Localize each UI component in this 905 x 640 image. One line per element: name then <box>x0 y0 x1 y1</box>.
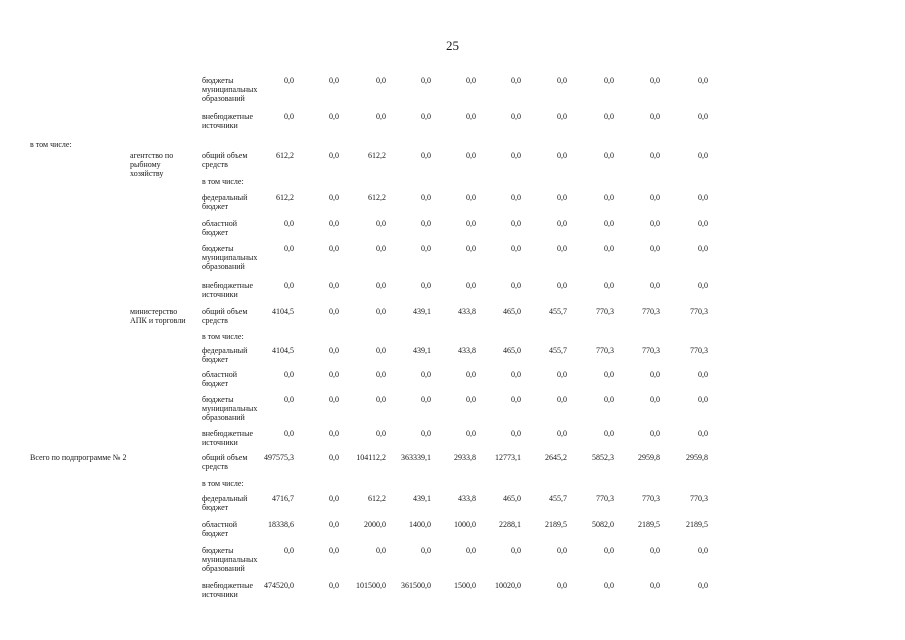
amount-cell: 5082,0 <box>592 520 614 529</box>
amount-cell: 0,0 <box>466 546 476 555</box>
table-row <box>0 332 905 341</box>
source-label: федеральный бюджет <box>202 193 248 211</box>
table-row <box>0 244 905 271</box>
executor-label: министерство АПК и торговли <box>130 307 186 325</box>
amount-cell: 0,0 <box>421 395 431 404</box>
amount-cell: 0,0 <box>466 281 476 290</box>
amount-cell: 0,0 <box>650 546 660 555</box>
amount-cell: 0,0 <box>421 370 431 379</box>
amount-cell: 0,0 <box>557 281 567 290</box>
amount-cell: 0,0 <box>698 546 708 555</box>
amount-cell: 0,0 <box>329 581 339 590</box>
page-number: 25 <box>446 38 459 53</box>
amount-cell: 439,1 <box>413 494 431 503</box>
amount-cell: 0,0 <box>421 244 431 253</box>
source-label: общий объем средств <box>202 151 248 169</box>
amount-cell: 0,0 <box>466 112 476 121</box>
source-label: федеральный бюджет <box>202 494 248 512</box>
table-row <box>0 112 905 130</box>
table-row <box>0 151 905 178</box>
amount-cell: 439,1 <box>413 346 431 355</box>
amount-cell: 0,0 <box>650 395 660 404</box>
program-label: в том числе: <box>30 140 72 149</box>
amount-cell: 0,0 <box>376 112 386 121</box>
amount-cell: 2959,8 <box>638 453 660 462</box>
amount-cell: 0,0 <box>329 520 339 529</box>
amount-cell: 0,0 <box>329 244 339 253</box>
amount-cell: 0,0 <box>511 112 521 121</box>
amount-cell: 0,0 <box>650 429 660 438</box>
amount-cell: 0,0 <box>284 219 294 228</box>
amount-cell: 0,0 <box>421 112 431 121</box>
amount-cell: 770,3 <box>596 307 614 316</box>
amount-cell: 0,0 <box>466 429 476 438</box>
amount-cell: 0,0 <box>698 395 708 404</box>
source-label: областной бюджет <box>202 520 238 538</box>
amount-cell: 0,0 <box>466 219 476 228</box>
table-row <box>0 219 905 237</box>
amount-cell: 0,0 <box>557 370 567 379</box>
amount-cell: 0,0 <box>511 370 521 379</box>
source-label: бюджеты муниципальных образований <box>202 395 258 422</box>
amount-cell: 770,3 <box>642 346 660 355</box>
amount-cell: 0,0 <box>650 112 660 121</box>
amount-cell: 465,0 <box>503 494 521 503</box>
amount-cell: 4104,5 <box>272 346 294 355</box>
amount-cell: 0,0 <box>650 281 660 290</box>
amount-cell: 439,1 <box>413 307 431 316</box>
amount-cell: 0,0 <box>329 281 339 290</box>
amount-cell: 0,0 <box>284 395 294 404</box>
amount-cell: 0,0 <box>650 76 660 85</box>
amount-cell: 0,0 <box>466 193 476 202</box>
amount-cell: 770,3 <box>690 494 708 503</box>
amount-cell: 0,0 <box>604 546 614 555</box>
amount-cell: 2288,1 <box>499 520 521 529</box>
amount-cell: 0,0 <box>650 193 660 202</box>
amount-cell: 0,0 <box>421 193 431 202</box>
amount-cell: 0,0 <box>557 151 567 160</box>
source-label: в том числе: <box>202 332 244 341</box>
amount-cell: 0,0 <box>511 244 521 253</box>
table-row <box>0 76 905 103</box>
amount-cell: 0,0 <box>466 244 476 253</box>
amount-cell: 0,0 <box>421 151 431 160</box>
table-row <box>0 494 905 512</box>
amount-cell: 770,3 <box>642 494 660 503</box>
amount-cell: 0,0 <box>511 151 521 160</box>
amount-cell: 612,2 <box>368 193 386 202</box>
amount-cell: 0,0 <box>329 219 339 228</box>
amount-cell: 0,0 <box>511 281 521 290</box>
amount-cell: 0,0 <box>604 244 614 253</box>
amount-cell: 0,0 <box>604 112 614 121</box>
amount-cell: 361500,0 <box>401 581 431 590</box>
amount-cell: 1400,0 <box>409 520 431 529</box>
amount-cell: 0,0 <box>557 244 567 253</box>
source-label: внебюджетные источники <box>202 112 253 130</box>
amount-cell: 0,0 <box>376 244 386 253</box>
amount-cell: 0,0 <box>557 76 567 85</box>
source-label: бюджеты муниципальных образований <box>202 76 258 103</box>
amount-cell: 0,0 <box>376 219 386 228</box>
table-row <box>0 395 905 422</box>
amount-cell: 0,0 <box>284 546 294 555</box>
amount-cell: 0,0 <box>329 151 339 160</box>
amount-cell: 0,0 <box>698 193 708 202</box>
amount-cell: 0,0 <box>604 429 614 438</box>
amount-cell: 433,8 <box>458 346 476 355</box>
amount-cell: 0,0 <box>329 193 339 202</box>
amount-cell: 0,0 <box>557 219 567 228</box>
amount-cell: 0,0 <box>604 395 614 404</box>
table-row <box>0 281 905 299</box>
amount-cell: 0,0 <box>376 346 386 355</box>
amount-cell: 433,8 <box>458 307 476 316</box>
amount-cell: 465,0 <box>503 307 521 316</box>
amount-cell: 0,0 <box>376 307 386 316</box>
source-label: общий объем средств <box>202 453 248 471</box>
amount-cell: 612,2 <box>368 151 386 160</box>
table-row <box>0 453 905 471</box>
amount-cell: 0,0 <box>284 244 294 253</box>
table-row <box>0 140 905 149</box>
amount-cell: 0,0 <box>329 76 339 85</box>
amount-cell: 5852,3 <box>592 453 614 462</box>
table-row <box>0 429 905 447</box>
amount-cell: 0,0 <box>557 546 567 555</box>
amount-cell: 0,0 <box>329 346 339 355</box>
amount-cell: 455,7 <box>549 494 567 503</box>
amount-cell: 18338,6 <box>268 520 294 529</box>
amount-cell: 0,0 <box>650 219 660 228</box>
amount-cell: 0,0 <box>421 219 431 228</box>
table-row <box>0 479 905 488</box>
amount-cell: 1500,0 <box>454 581 476 590</box>
amount-cell: 2933,8 <box>454 453 476 462</box>
source-label: бюджеты муниципальных образований <box>202 546 258 573</box>
source-label: внебюджетные источники <box>202 429 253 447</box>
table-row <box>0 346 905 364</box>
executor-label: агентство по рыбному хозяйству <box>130 151 174 178</box>
amount-cell: 0,0 <box>284 429 294 438</box>
amount-cell: 2189,5 <box>638 520 660 529</box>
table-row <box>0 581 905 599</box>
amount-cell: 0,0 <box>466 76 476 85</box>
amount-cell: 0,0 <box>421 546 431 555</box>
amount-cell: 0,0 <box>329 395 339 404</box>
source-label: областной бюджет <box>202 370 238 388</box>
amount-cell: 0,0 <box>650 244 660 253</box>
amount-cell: 0,0 <box>329 370 339 379</box>
amount-cell: 0,0 <box>376 370 386 379</box>
amount-cell: 0,0 <box>511 76 521 85</box>
source-label: бюджеты муниципальных образований <box>202 244 258 271</box>
amount-cell: 0,0 <box>557 112 567 121</box>
source-label: в том числе: <box>202 177 244 186</box>
amount-cell: 0,0 <box>421 76 431 85</box>
table-row <box>0 370 905 388</box>
amount-cell: 0,0 <box>376 281 386 290</box>
amount-cell: 0,0 <box>466 151 476 160</box>
amount-cell: 0,0 <box>604 370 614 379</box>
amount-cell: 0,0 <box>698 76 708 85</box>
amount-cell: 2189,5 <box>686 520 708 529</box>
amount-cell: 770,3 <box>596 346 614 355</box>
amount-cell: 0,0 <box>421 281 431 290</box>
table-row <box>0 546 905 573</box>
amount-cell: 0,0 <box>650 581 660 590</box>
amount-cell: 0,0 <box>376 546 386 555</box>
table-row <box>0 193 905 211</box>
amount-cell: 0,0 <box>557 193 567 202</box>
amount-cell: 2000,0 <box>364 520 386 529</box>
amount-cell: 0,0 <box>698 281 708 290</box>
amount-cell: 0,0 <box>698 219 708 228</box>
amount-cell: 0,0 <box>466 370 476 379</box>
amount-cell: 770,3 <box>690 307 708 316</box>
amount-cell: 4104,5 <box>272 307 294 316</box>
amount-cell: 363339,1 <box>401 453 431 462</box>
amount-cell: 0,0 <box>376 76 386 85</box>
table-row <box>0 520 905 538</box>
amount-cell: 2189,5 <box>545 520 567 529</box>
amount-cell: 1000,0 <box>454 520 476 529</box>
amount-cell: 0,0 <box>329 112 339 121</box>
amount-cell: 0,0 <box>557 429 567 438</box>
source-label: федеральный бюджет <box>202 346 248 364</box>
amount-cell: 0,0 <box>511 219 521 228</box>
amount-cell: 10020,0 <box>495 581 521 590</box>
amount-cell: 612,2 <box>276 151 294 160</box>
amount-cell: 465,0 <box>503 346 521 355</box>
table-row <box>0 307 905 325</box>
amount-cell: 497575,3 <box>264 453 294 462</box>
amount-cell: 0,0 <box>698 370 708 379</box>
amount-cell: 455,7 <box>549 307 567 316</box>
amount-cell: 2645,2 <box>545 453 567 462</box>
amount-cell: 104112,2 <box>356 453 386 462</box>
amount-cell: 0,0 <box>604 581 614 590</box>
amount-cell: 0,0 <box>557 395 567 404</box>
program-label: Всего по подпрограмме № 2 <box>30 453 127 462</box>
amount-cell: 455,7 <box>549 346 567 355</box>
amount-cell: 0,0 <box>698 429 708 438</box>
source-label: внебюджетные источники <box>202 281 253 299</box>
amount-cell: 0,0 <box>329 453 339 462</box>
amount-cell: 770,3 <box>690 346 708 355</box>
amount-cell: 0,0 <box>511 429 521 438</box>
amount-cell: 0,0 <box>284 370 294 379</box>
amount-cell: 612,2 <box>276 193 294 202</box>
amount-cell: 0,0 <box>284 76 294 85</box>
table-row <box>0 177 905 186</box>
amount-cell: 770,3 <box>596 494 614 503</box>
amount-cell: 0,0 <box>511 395 521 404</box>
amount-cell: 770,3 <box>642 307 660 316</box>
amount-cell: 612,2 <box>368 494 386 503</box>
amount-cell: 0,0 <box>511 193 521 202</box>
amount-cell: 0,0 <box>329 307 339 316</box>
amount-cell: 0,0 <box>604 281 614 290</box>
amount-cell: 0,0 <box>698 244 708 253</box>
amount-cell: 0,0 <box>604 193 614 202</box>
amount-cell: 0,0 <box>650 151 660 160</box>
amount-cell: 0,0 <box>604 76 614 85</box>
amount-cell: 0,0 <box>511 546 521 555</box>
amount-cell: 0,0 <box>604 219 614 228</box>
amount-cell: 0,0 <box>376 395 386 404</box>
amount-cell: 2959,8 <box>686 453 708 462</box>
amount-cell: 0,0 <box>376 429 386 438</box>
amount-cell: 0,0 <box>698 112 708 121</box>
amount-cell: 0,0 <box>329 494 339 503</box>
amount-cell: 433,8 <box>458 494 476 503</box>
amount-cell: 0,0 <box>698 581 708 590</box>
amount-cell: 4716,7 <box>272 494 294 503</box>
source-label: в том числе: <box>202 479 244 488</box>
amount-cell: 0,0 <box>329 546 339 555</box>
amount-cell: 0,0 <box>284 281 294 290</box>
amount-cell: 0,0 <box>557 581 567 590</box>
amount-cell: 0,0 <box>421 429 431 438</box>
amount-cell: 0,0 <box>604 151 614 160</box>
amount-cell: 474520,0 <box>264 581 294 590</box>
amount-cell: 0,0 <box>698 151 708 160</box>
source-label: общий объем средств <box>202 307 248 325</box>
amount-cell: 0,0 <box>329 429 339 438</box>
amount-cell: 0,0 <box>466 395 476 404</box>
source-label: областной бюджет <box>202 219 238 237</box>
amount-cell: 101500,0 <box>356 581 386 590</box>
amount-cell: 0,0 <box>284 112 294 121</box>
source-label: внебюджетные источники <box>202 581 253 599</box>
amount-cell: 12773,1 <box>495 453 521 462</box>
amount-cell: 0,0 <box>650 370 660 379</box>
